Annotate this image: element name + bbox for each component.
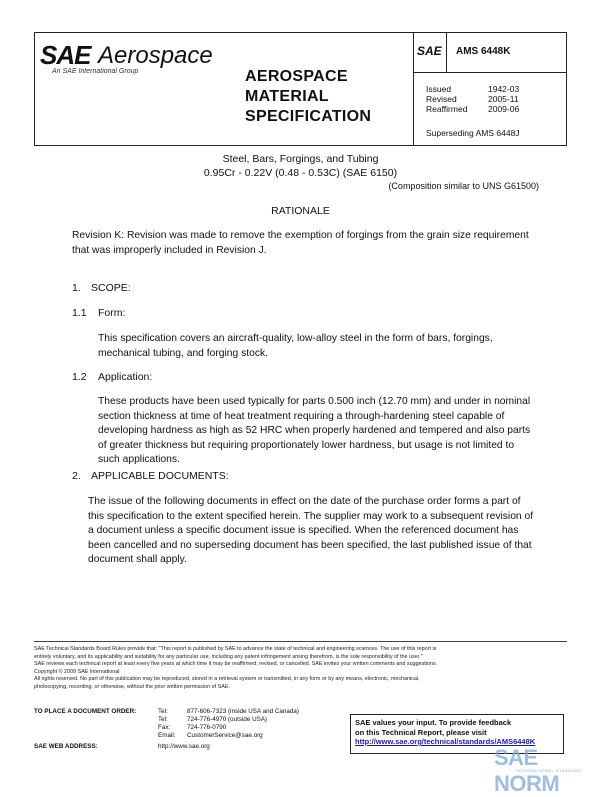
section-number: 1. [72, 282, 81, 294]
text-line: mechanical tubing, and forging stock. [98, 347, 268, 359]
meta-label: Revised [426, 94, 457, 104]
text-line: Revision K: Revision was made to remove the exemption of forgings from the grain size requirement [72, 230, 529, 241]
section-number: 1.1 [72, 307, 87, 319]
contact-value: 724-776-0790 [187, 724, 227, 731]
subject-composition: 0.95Cr - 0.22V (0.48 - 0.53C) (SAE 6150) [203, 167, 398, 179]
rationale-text [72, 229, 567, 258]
text-line: a document unless a specific document issue is specified. When the referenced document has [88, 525, 519, 536]
fine-line: SAE Technical Standards Board Rules provide that: "This report is published by SAE to advance the state of technical and engineering sciences. The use of this report is [34, 646, 437, 652]
contact-value: 877-606-7323 (inside USA and Canada) [187, 708, 300, 715]
fine-line: All rights reserved. No part of this publication may be reproduced, stored in a retrieval system or transmitted, in any form or by any means, electronic, mechanical, [34, 676, 420, 682]
subject-title: Steel, Bars, Forgings, and Tubing [222, 153, 379, 165]
logo-tagline: An SAE International Group [52, 68, 139, 75]
watermark-logo: SAE NORM [494, 745, 560, 796]
feedback-link[interactable]: http://www.sae.org/technical/standards/AMS6448K [355, 737, 536, 746]
composition-note: (Composition similar to UNS G61500) [388, 181, 539, 191]
meta-label: Reaffirmed [426, 104, 468, 114]
document-number: AMS 6448K [456, 46, 511, 57]
header-divider [413, 32, 414, 146]
contact-key: Email: [158, 732, 176, 739]
fine-line: entirely voluntary, and its applicability and suitability for any particular use, including any patent infringement arising therefrom, is the sole responsibility of the user." [34, 653, 423, 660]
doc-type-title: AEROSPACE [245, 68, 348, 85]
meta-label: Issued [426, 84, 452, 94]
header-divider [446, 32, 447, 72]
contact-key: Tel: [158, 708, 168, 715]
applicable-text [88, 495, 567, 568]
contact-value: 724-776-4970 (outside USA) [187, 716, 268, 723]
fine-line: SAE reviews each technical report at least every five years at which time it may be reaffirmed, revised, or cancelled. SAE invites your written comments and suggestions. [34, 661, 438, 667]
watermark-sub: INTERNATIONAL STANDARD [516, 768, 582, 773]
section-number: 2. [72, 470, 81, 482]
section-title: SCOPE: [91, 282, 131, 294]
fine-line: photocopying, recording, or otherwise, without the prior written permission of SAE. [34, 683, 230, 690]
feedback-text: SAE values your input. To provide feedback [355, 718, 512, 727]
form-text [98, 332, 567, 361]
section-title: APPLICABLE DOCUMENTS: [91, 470, 229, 482]
text-line: of greater thickness but requiring proportionately lower hardness, but usage is not limited to [98, 439, 515, 451]
feedback-text: on this Technical Report, please visit [355, 727, 487, 737]
contact-email[interactable]: CustomerService@sae.org [187, 732, 263, 739]
copyright: Copyright © 2009 SAE International [34, 668, 120, 675]
header-divider [413, 72, 567, 73]
superseding-note: Superseding AMS 6448J [426, 128, 520, 138]
web-label: SAE WEB ADDRESS: [34, 743, 98, 750]
sae-mark: SAE [417, 44, 442, 58]
section-title: Form: [98, 307, 126, 319]
text-line: These products have been used typically for parts 0.500 inch (12.70 mm) and under in nominal [98, 396, 531, 407]
meta-value: 2005-11 [488, 94, 519, 104]
text-line: developing hardness as high as 52 HRC when properly hardened and tempered and also parts [98, 425, 531, 436]
text-line: been cancelled and no superseding document has been specified, the last published issue of that [88, 539, 532, 551]
rationale-heading: RATIONALE [271, 205, 330, 217]
text-line: This specification covers an aircraft-quality, low-alloy steel in the form of bars, forgings, [98, 333, 493, 344]
fine-print [34, 646, 567, 691]
contact-key: Tel: [158, 716, 168, 723]
section-title: Application: [98, 371, 153, 383]
sae-logo: SAE [40, 40, 91, 70]
meta-value: 2009-06 [488, 104, 520, 114]
meta-value: 1942-03 [488, 84, 520, 94]
section-number: 1.2 [72, 371, 87, 383]
text-line: section thickness at time of heat treatment requiring a through-hardening steel capable of [98, 410, 505, 422]
text-line: document shall apply. [88, 554, 187, 565]
web-address-link[interactable]: http://www.sae.org [158, 743, 210, 750]
sae-logo-aerospace: Aerospace [98, 42, 213, 69]
text-line: this specification to the extent specified herein. The supplier may work to a subsequent revision of [88, 510, 534, 522]
contact-key: Fax: [158, 724, 171, 731]
text-line: such applications. [98, 454, 180, 465]
doc-type-title: SPECIFICATION [245, 108, 372, 125]
footer-divider [34, 641, 567, 642]
text-line: that was improperly included in Revision J. [72, 244, 267, 256]
doc-type-title: MATERIAL [245, 88, 329, 105]
order-label: TO PLACE A DOCUMENT ORDER: [34, 708, 137, 715]
text-line: The issue of the following documents in effect on the date of the purchase order forms a part of [88, 496, 521, 507]
application-text [98, 395, 567, 468]
